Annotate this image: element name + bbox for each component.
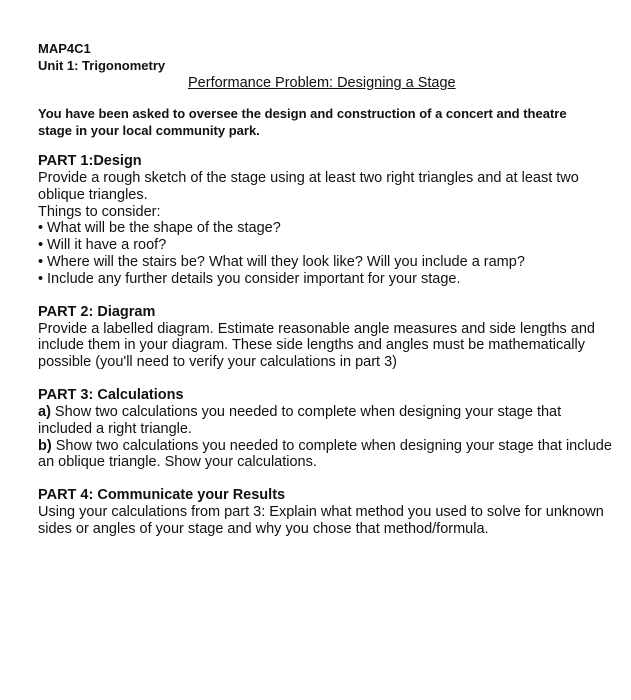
part-1-text: Provide a rough sketch of the stage using at least two right triangles and at least two oblique triangles. bbox=[38, 170, 579, 203]
part-3a-label: a) bbox=[38, 403, 51, 420]
list-item-text: Include any further details you consider important for your stage. bbox=[47, 270, 461, 287]
part-4-text: Using your calculations from part 3: Explain what method you used to solve for unknown sides or angles of your stage and why you chose that method/formula. bbox=[38, 504, 604, 537]
part-3a-text: Show two calculations you needed to complete when designing your stage that included a right triangle. bbox=[38, 403, 562, 437]
part-3b-label: b) bbox=[38, 437, 52, 454]
part-3b-item bbox=[38, 438, 618, 472]
considerations-list bbox=[38, 220, 618, 287]
part-1-section bbox=[38, 153, 618, 288]
document-page bbox=[38, 40, 618, 538]
part-2-heading: PART 2: Diagram bbox=[38, 303, 156, 320]
list-item-text: What will be the shape of the stage? bbox=[47, 220, 281, 237]
intro-paragraph: You have been asked to oversee the design and construction of a concert and theatre stage in your local community park. bbox=[38, 106, 567, 138]
part-4-heading: PART 4: Communicate your Results bbox=[38, 487, 286, 504]
list-item-text: Will it have a roof? bbox=[47, 237, 167, 254]
part-3b-text: Show two calculations you needed to complete when designing your stage that include an oblique triangle. Show your calculations. bbox=[38, 437, 612, 471]
unit-title: Unit 1: Trigonometry bbox=[38, 58, 166, 73]
bullet-icon: • bbox=[38, 253, 44, 270]
part-2-section bbox=[38, 304, 618, 371]
bullet-icon: • bbox=[38, 220, 44, 237]
list-item bbox=[38, 254, 618, 271]
things-to-consider-label: Things to consider: bbox=[38, 203, 161, 220]
list-item bbox=[38, 237, 618, 254]
part-1-heading: PART 1:Design bbox=[38, 153, 142, 169]
course-code: MAP4C1 bbox=[38, 41, 91, 56]
bullet-icon: • bbox=[38, 237, 44, 254]
list-item bbox=[38, 220, 618, 237]
bullet-icon: • bbox=[38, 270, 44, 287]
part-2-text: Provide a labelled diagram. Estimate reasonable angle measures and side lengths and include them in your diagram. These side lengths and angles must be mathematically possible (you'll need to verify your calculations in part 3) bbox=[38, 320, 595, 371]
list-item bbox=[38, 271, 618, 288]
part-3-heading: PART 3: Calculations bbox=[38, 386, 184, 403]
part-4-section bbox=[38, 487, 618, 538]
list-item-text: Where will the stairs be? What will they look like? Will you include a ramp? bbox=[47, 253, 525, 270]
part-3a-item bbox=[38, 404, 618, 438]
document-title: Performance Problem: Designing a Stage bbox=[188, 75, 456, 91]
part-3-section bbox=[38, 387, 618, 471]
